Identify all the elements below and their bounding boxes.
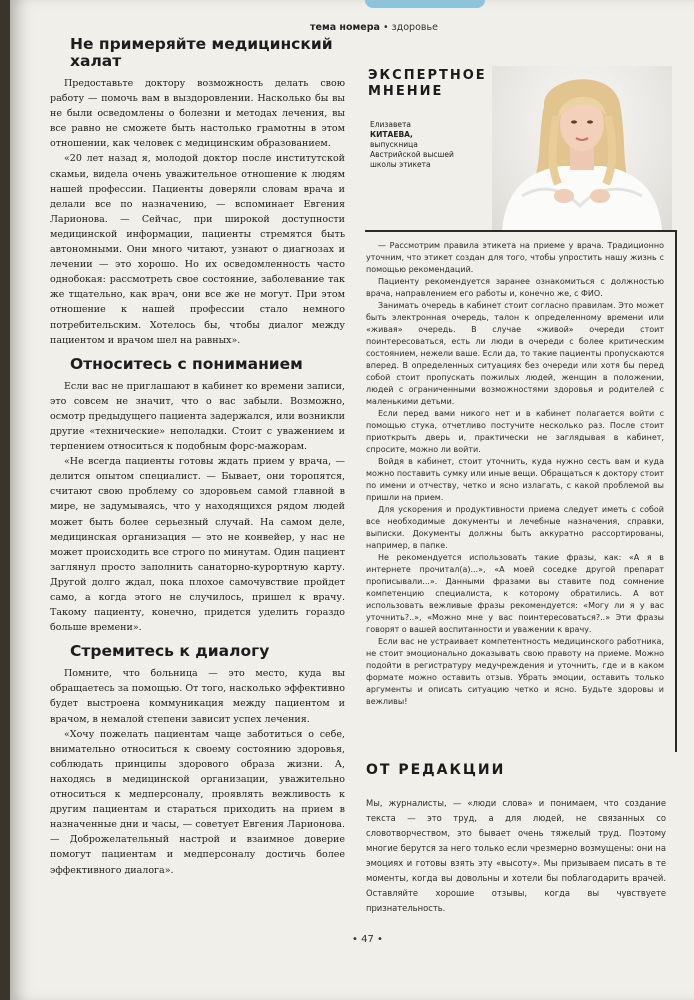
section-2-paragraph-1: Если вас не приглашают в кабинет ко времени записи, это совсем не значит, что о вас забыли. Возможно, осмотр предыдущего пациента задержался, или возникли другие «технические» неполадки. Стоит с уважением и терпением относиться к подобным форс-мажорам. [50,380,346,453]
header-section: тема номера [310,22,380,33]
section-2-paragraph-2: «Не всегда пациенты готовы ждать прием у врача, — делится опытом специалист. — Бывает, они торопятся, считают свою проблему со здоровьем самой главной в мире, не задумываясь, что у находящихся рядом людей может быть более серьезный случай. На самом деле, медицинская организация — это не конвейер, у нас не может происходить все строго по минутам. Один пациент заглянул просто заполнить санаторно-курортную карту. Другой долго ждал, пока плохое самочувствие пройдет само, а когда этого не случилось, пришел к врачу. Такому пациенту, конечно, придется уделить гораздо больше времени». [50,456,345,634]
expert-portrait-illustration [492,66,672,230]
expert-paragraph-5: Войдя в кабинет, стоит уточнить, куда нужно сесть вам и куда можно поставить сумку или иные вещи. Обращаться к доктору стоит по имени и отчеству, четко и ясно излагать, с какой проблемой вы пришли на прием. [366,457,664,502]
editor-title: ОТ РЕДАКЦИИ [366,762,506,778]
expert-opinion-title: ЭКСПЕРТНОЕ МНЕНИЕ [368,68,487,99]
expert-role: выпускница Австрийской высшей школы этикета [370,140,454,169]
expert-paragraph-6: Для ускорения и продуктивности приема следует иметь с собой все необходимые документы и лечебные назначения, справки, выписки. Документы должны быть аккуратно рассортированы, например, в папке. [366,505,664,550]
expert-paragraph-7: Не рекомендуется использовать такие фразы, как: «А я в интернете прочитал(а)...», «А моей соседке другой препарат прописывали...». Данными фразами вы ставите под сомнение компетенцию специалиста, к которому обратились. А вот использовать вежливые фразы рекомендуется: «Могу ли я у вас уточнить?..», «Можно мне у вас поинтересоваться?..» Эти фразы говорят о вашей воспитанности и уважении к врачу. [366,553,664,634]
header-topic: здоровье [391,22,438,33]
expert-paragraph-2: Пациенту рекомендуется заранее ознакомиться с должностью врача, направлением его работы и, конечно же, с ФИО. [366,277,664,298]
expert-paragraph-4: Если перед вами никого нет и в кабинет полагается войти с помощью стука, отчетливо постучите несколько раз. После стоит приоткрыть дверь и, практически не заглядывая в кабинет, спросите, можно ли войти. [366,409,664,454]
expert-paragraph-1: — Рассмотрим правила этикета на приеме у врача. Традиционно уточним, что этикет создан для того, чтобы упростить нашу жизнь с помощью рекомендаций. [366,241,664,274]
section-1-paragraph-1: Предоставьте доктору возможность делать свою работу — помочь вам в выздоровлении. Насколько бы вы не были осведомлены о болезни и методах лечения, вы все равно не сможете быть настолько грамотны в этом отношении, как человек с медицинским образованием. [50,78,345,150]
expert-last-name: КИТАЕВА, [370,130,413,139]
section-3-paragraph-2: «Хочу пожелать пациентам чаще заботиться о себе, внимательно относиться к своему состоянию здоровья, соблюдать принципы здорового образа жизни. А, находясь в медицинской организации, уважительно относиться к медперсоналу, проявлять вежливость к другим пациентам и стараться приходить на прием в назначенные дни и часы, — советует Евгения Ларионова. — Доброжелательный настрой и взаимное доверие помогут пациентам и медперсоналу достичь более эффективного диалога». [50,728,345,876]
page-number: • 47 • [352,934,383,945]
expert-paragraph-8: Если вас не устраивает компетентность медицинского работника, не стоит эмоционально доказывать свою правоту на приеме. Можно подойти в регистратуру медучреждения и уточнить, где и в каком формате можно оставить отзыв. Убрать эмоции, оставить только аргументы и описать ситуацию четко и ясно. Будьте здоровы и вежливы! [366,637,664,706]
section-1-paragraph-2: «20 лет назад я, молодой доктор после институтской скамьи, видела очень уважительное отношение к людям нашей профессии. Пациенты доверяли словам врача и делали все по назначению, — вспоминает Евгения Ларионова. — Сейчас, при широкой доступности медицинской информации, пациенты стремятся быть автономными. Они много читают, узнают о диагнозах и лечении — это хорошо. Но их осведомленность часто однобокая: рассмотреть свое состояние, заболевание так же тщательно, как врач, они все же не могут. При этом отношение к нашей профессии стало немного потребительским. Хотелось бы, чтобы диалог между пациентом и врачом шел на равных». [50,153,345,346]
header-separator: • [382,22,392,33]
header-accent-strip [365,0,485,8]
magazine-page [10,0,694,1000]
section-3-paragraph-1: Помните, что больница — это место, куда вы обращаетесь за помощью. От того, насколько эффективно будет выстроена коммуникация между пациентом и врачом, в немалой степени зависит успех лечения. [50,668,345,725]
expert-text [366,240,664,708]
expert-paragraph-3: Занимать очередь в кабинет стоит согласно правилам. Это может быть электронная очередь, талон к определенному времени или «живая» очередь. В случае «живой» очереди стоит поинтересоваться, есть ли люди в очереди с более критическим состоянием, нежели ваше. Если да, то такие пациенты пропускаются вперед. В определенных ситуациях без очереди или хотя бы перед собой стоит пропускать пожилых людей, женщин в положении, людей с ограниченными возможностями здоровья и родителей с маленькими детьми. [366,301,664,406]
editor-text: Мы, журналисты, — «люди слова» и понимаем, что создание текста — это труд, а для людей, не связанных со словотворчеством, это бывает очень тяжелый труд. Поэтому многие берутся за него только если чрезмерно возмущены: они на эмоциях и готовы взять эту «высоту». Мы призываем писать в те моменты, когда вы довольны и хотели бы поблагодарить врачей. Оставляйте хорошие отзывы, когда вы чувствуете признательность. [366,798,666,913]
section-title-1: Не примеряйте медицинский халат [70,35,333,70]
section-title-2: Относитесь с пониманием [70,354,303,373]
left-column [50,30,345,878]
expert-first-name: Елизавета [370,120,411,129]
expert-author [370,120,470,170]
section-title-3: Стремитесь к диалогу [70,642,270,661]
expert-photo [492,66,672,230]
